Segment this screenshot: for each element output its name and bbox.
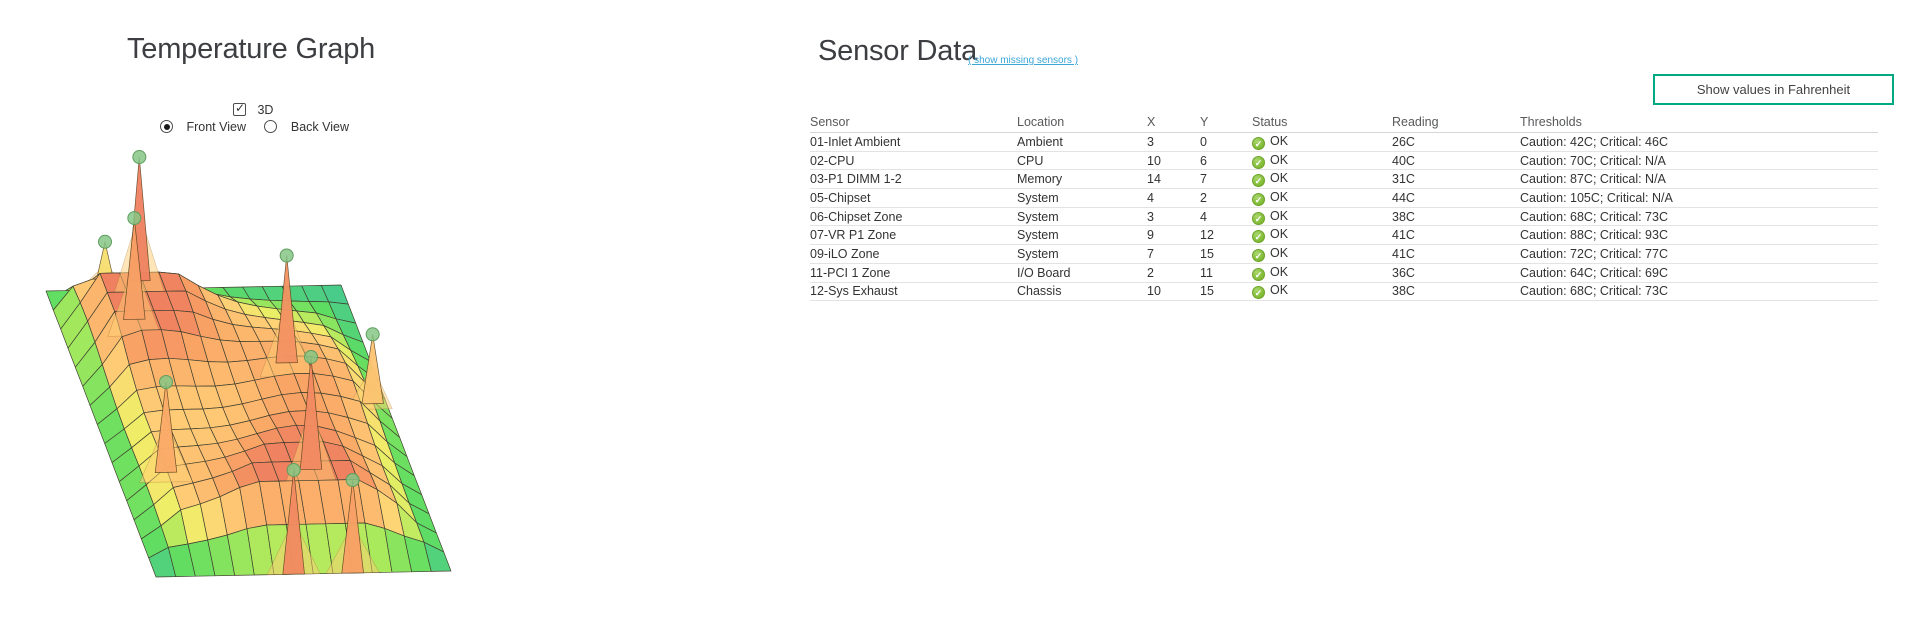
table-cell: 06-Chipset Zone	[810, 209, 903, 224]
table-cell: Caution: 68C; Critical: 73C	[1520, 209, 1668, 224]
table-cell: CPU	[1017, 153, 1044, 168]
table-cell: 10	[1147, 153, 1161, 168]
table-cell: 26C	[1392, 134, 1415, 149]
graph-3d-control	[233, 101, 273, 119]
table-cell: 41C	[1392, 228, 1415, 243]
table-cell: 31C	[1392, 172, 1415, 187]
table-row	[810, 264, 1878, 283]
status-cell	[1252, 246, 1392, 262]
status-text: OK	[1270, 133, 1289, 148]
back-view-label: Back View	[290, 120, 350, 134]
status-text: OK	[1270, 264, 1289, 279]
table-cell: Caution: 64C; Critical: 69C	[1520, 265, 1668, 280]
table-cell: 7	[1200, 172, 1207, 187]
table-row	[810, 170, 1878, 189]
table-cell: Caution: 68C; Critical: 73C	[1520, 284, 1668, 299]
status-cell	[1252, 265, 1392, 281]
table-cell: 11	[1200, 265, 1213, 280]
status-ok-icon: ✓	[1252, 193, 1265, 206]
status-ok-icon: ✓	[1252, 174, 1265, 187]
column-header: Thresholds	[1520, 115, 1582, 129]
status-cell	[1252, 227, 1392, 243]
table-cell: Caution: 87C; Critical: N/A	[1520, 172, 1666, 187]
status-text: OK	[1270, 245, 1289, 260]
table-cell: 44C	[1392, 190, 1415, 205]
table-cell: Caution: 70C; Critical: N/A	[1520, 153, 1666, 168]
table-cell: Caution: 88C; Critical: 93C	[1520, 228, 1668, 243]
table-cell: 0	[1200, 134, 1207, 149]
table-cell: System	[1017, 228, 1059, 243]
table-cell: 07-VR P1 Zone	[810, 228, 897, 243]
table-cell: 41C	[1392, 246, 1415, 261]
view-toggle-group	[160, 118, 349, 136]
table-cell: Caution: 42C; Critical: 46C	[1520, 134, 1668, 149]
status-ok-icon: ✓	[1252, 230, 1265, 243]
table-cell: 12-Sys Exhaust	[810, 284, 898, 299]
table-row	[810, 283, 1878, 302]
table-cell: 38C	[1392, 209, 1415, 224]
table-cell: 10	[1147, 284, 1161, 299]
table-cell: System	[1017, 209, 1059, 224]
status-text: OK	[1270, 208, 1289, 223]
checkbox-3d-label: 3D	[257, 103, 274, 117]
status-ok-icon: ✓	[1252, 249, 1265, 262]
back-view-radio[interactable]	[264, 120, 277, 133]
table-cell: 4	[1147, 190, 1154, 205]
column-header: Reading	[1392, 115, 1439, 129]
table-row	[810, 133, 1878, 152]
table-cell: 11-PCI 1 Zone	[810, 265, 891, 280]
table-row	[810, 189, 1878, 208]
column-header: Status	[1252, 115, 1288, 129]
table-cell: 6	[1200, 153, 1207, 168]
status-text: OK	[1270, 227, 1289, 242]
table-cell: 02-CPU	[810, 153, 855, 168]
temperature-graph-title: Temperature Graph	[127, 33, 376, 65]
front-view-label: Front View	[186, 120, 246, 134]
table-row	[810, 245, 1878, 264]
temperature-surface-3d	[0, 0, 470, 621]
column-header: Y	[1200, 115, 1209, 129]
status-ok-icon: ✓	[1252, 137, 1265, 150]
column-header: X	[1147, 115, 1156, 129]
table-cell: Memory	[1017, 172, 1063, 187]
status-cell	[1252, 171, 1392, 187]
status-cell	[1252, 153, 1392, 169]
show-missing-sensors-link[interactable]: ( show missing sensors )	[968, 55, 1079, 66]
table-cell: 01-Inlet Ambient	[810, 134, 901, 149]
radio-dot-icon	[164, 124, 170, 130]
table-cell: 15	[1200, 284, 1214, 299]
table-header-row	[810, 110, 1878, 133]
table-cell: I/O Board	[1017, 265, 1071, 280]
table-cell: Ambient	[1017, 134, 1063, 149]
status-text: OK	[1270, 283, 1289, 298]
table-row	[810, 152, 1878, 171]
table-cell: 4	[1200, 209, 1207, 224]
status-ok-icon: ✓	[1252, 268, 1265, 281]
column-header: Sensor	[810, 115, 850, 129]
checkbox-3d[interactable]	[233, 103, 246, 116]
table-cell: 12	[1200, 228, 1214, 243]
column-header: Location	[1017, 115, 1065, 129]
table-cell: 14	[1147, 172, 1161, 187]
table-cell: 36C	[1392, 265, 1415, 280]
status-ok-icon: ✓	[1252, 212, 1265, 225]
table-cell: 05-Chipset	[810, 190, 871, 205]
table-cell: 40C	[1392, 153, 1415, 168]
status-cell	[1252, 283, 1392, 299]
table-cell: 9	[1147, 228, 1154, 243]
table-cell: 2	[1147, 265, 1154, 280]
status-ok-icon: ✓	[1252, 286, 1265, 299]
table-cell: 3	[1147, 134, 1154, 149]
fahrenheit-toggle-button[interactable]: Show values in Fahrenheit	[1653, 74, 1894, 105]
table-cell: 7	[1147, 246, 1154, 261]
table-row	[810, 226, 1878, 245]
checkmark-icon: ✓	[235, 101, 246, 116]
table-cell: 38C	[1392, 284, 1415, 299]
sensor-table	[810, 110, 1878, 301]
status-cell	[1252, 190, 1392, 206]
status-ok-icon: ✓	[1252, 156, 1265, 169]
table-cell: System	[1017, 190, 1059, 205]
status-cell	[1252, 134, 1392, 150]
table-cell: 2	[1200, 190, 1207, 205]
table-cell: 3	[1147, 209, 1154, 224]
table-cell: Caution: 105C; Critical: N/A	[1520, 190, 1673, 205]
status-cell	[1252, 209, 1392, 225]
status-text: OK	[1270, 152, 1289, 167]
status-text: OK	[1270, 189, 1289, 204]
table-cell: 09-iLO Zone	[810, 246, 880, 261]
table-cell: Chassis	[1017, 284, 1062, 299]
table-cell: 03-P1 DIMM 1-2	[810, 172, 902, 187]
front-view-radio[interactable]	[160, 120, 173, 133]
table-cell: System	[1017, 246, 1059, 261]
table-cell: Caution: 72C; Critical: 77C	[1520, 246, 1668, 261]
sensor-data-title: Sensor Data	[818, 35, 977, 67]
status-text: OK	[1270, 171, 1289, 186]
table-row	[810, 208, 1878, 227]
table-cell: 15	[1200, 246, 1214, 261]
